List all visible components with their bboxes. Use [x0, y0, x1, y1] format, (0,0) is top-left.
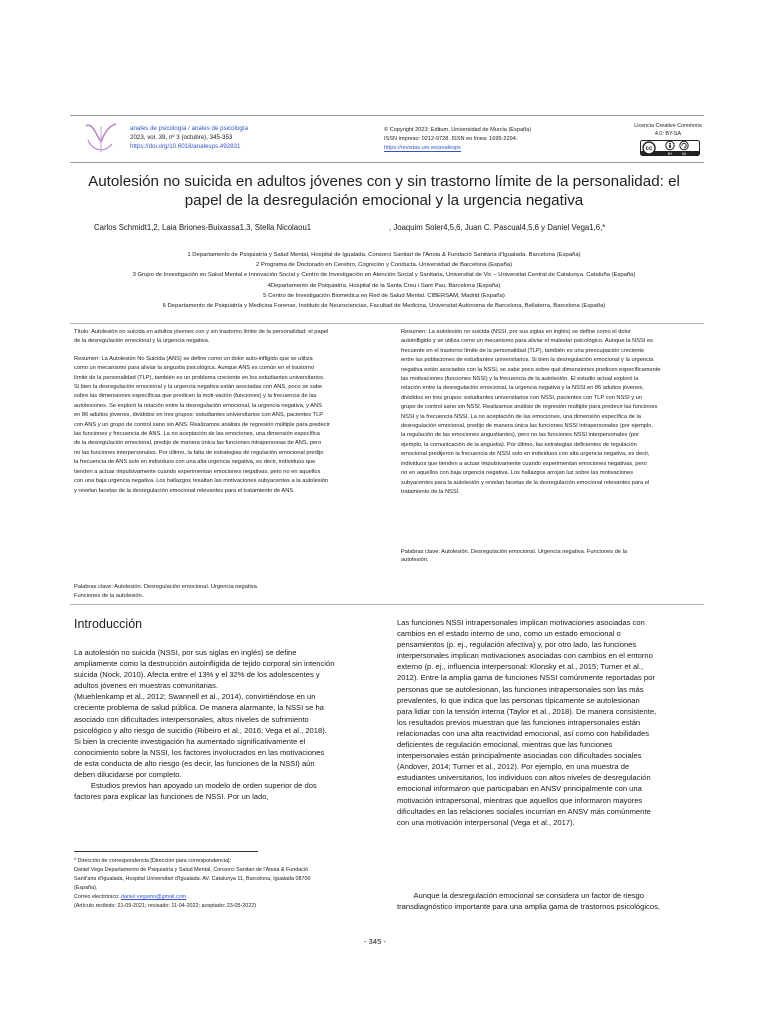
- paragraph-line: transdiagnóstico importante para una amplia gama de trastornos psicológicos,: [397, 902, 660, 912]
- paragraph-line: de esta conducta de alto riesgo (es decir, las funciones de la NSSI) aún: [74, 758, 315, 768]
- paragraph-line: externo (p. ej., influencia interpersonal: Klonsky et al., 2015; Turner et al.,: [397, 662, 644, 672]
- journal-web-link[interactable]: https://revistas.um.es/analesps: [384, 145, 461, 151]
- paragraph-line: prevalentes, lo que indica que las personas típicamente se autolesionan: [397, 695, 640, 705]
- abstract-line: entre las poblaciones de estudiantes universitarios. Si bien la desregulación emocional y la urgencia: [401, 357, 654, 364]
- abstract-line: la frecuencia de ANS solo en individuos con una alta urgencia negativa, es decir, individuos que: [74, 459, 316, 466]
- abstract-line: autolesiones. Se exploró la relación entre la desregulación emocional, la urgencia negativa, y ANS: [74, 402, 322, 409]
- abstract-line: Si bien la desregulación emocional y la urgencia negativa están asociadas con ANS, poco se sabe: [74, 384, 323, 391]
- paragraph-line: conocimiento sobre la NSSI, los factores involucrados en las motivaciones: [74, 747, 325, 757]
- paragraph-line: psicológico y alto riesgo de suicidio (Ribeiro et al., 2016; Vega et al., 2018).: [74, 725, 327, 735]
- svg-text:BY: BY: [667, 152, 673, 156]
- svg-text:cc: cc: [645, 146, 653, 152]
- keywords-left: Palabras clave: Autolesión. Desregulación emocional. Urgencia negativa. Funciones de la autolesión.: [74, 584, 259, 600]
- paragraph-line: deben dilucidarse por completo.: [74, 770, 182, 780]
- affiliation-6: 6 Departamento de Psiquiatría y Medicina Forense, Instituto de Neurociencias, Facultad de Medicina, Universitat Autònoma de Barcelona, Bellaterra, Barcelona (España): [162, 303, 606, 310]
- abstract-bottom-rule: [70, 604, 704, 605]
- paragraph-line: ampliamente como la destrucción autoinfligida de tejido corporal sin intención: [74, 659, 335, 669]
- abstract-line: autoinfligido y se utiliza como un mecanismo para aliviar el malestar psicológico. Aunque la NSSI es: [401, 338, 653, 345]
- affiliation-3: 3 Grupo de Investigación en Salud Mental e Innovación Social y Centro de Investigación en Atención Social y Sanitaria, Universitat de Vic – Universitat Central de Catalunya. Cataluña (España): [132, 272, 636, 279]
- paragraph-line: interpersonales están principalmente asociadas con dificultades sociales: [397, 751, 642, 761]
- abstract-line: frecuente en el trastorno límite de la personalidad (TLP), también es una preocupación creciente: [401, 347, 645, 354]
- abstract-line: negativa están asociadas con la NSSI, se sabe poco sobre qué dimensiones predicen específicamente: [401, 366, 661, 373]
- paragraph-line: pensamientos (p. ej., regulación afectiva) y, por otro lado, las funciones: [397, 640, 637, 650]
- abstract-title-line: de la desregulación emocional y la urgencia negativa.: [74, 338, 210, 345]
- abstract-line: desregulación emocional, predijo de manera única las funciones NSSI intrapersonales (por ejemplo,: [401, 423, 653, 430]
- copyright-block: [384, 126, 614, 153]
- abstract-line: no en aquellos con baja urgencia negativa. Los hallazgos arrojan luz sobre las motivaciones: [401, 470, 634, 477]
- abstract-line: Resumen: La autolesión no suicida (NSSI, por sus siglas en inglés) se define como el dolor: [401, 329, 631, 335]
- abstract-line: con ANS y un grupo de control sano sin ANS. Realizamos análisis de regresión múltiple para predecir: [74, 421, 330, 428]
- paragraph-line: cambios en el estado interno de uno, como un estado emocional o: [397, 629, 621, 639]
- paragraph-line: Si bien la creciente investigación ha aumentado significativamente el: [74, 736, 306, 746]
- abstract-line: con una baja urgencia negativa. Los hallazgos resaltan las motivaciones subyacentes a la autolesión: [74, 478, 329, 485]
- abstract-line: tienden a actuar impulsivamente cuando experimentan emociones negativas, pero no en aquellos: [74, 468, 321, 475]
- abstract-line: como un mecanismo para aliviar la angustia psicológica. Aunque ANS es común en el trastorno: [74, 365, 315, 372]
- abstract-line: Resumen: La Autolesión No Suicida (ANS) se define como un dolor auto-infligido que se utiliza: [74, 355, 313, 362]
- abstract-line: la regulación de las emociones angustiantes), pero no las funciones NSSI interpersonales (por: [401, 432, 640, 439]
- affiliations: [40, 250, 728, 311]
- paragraph-line: los resultados previos muestran que las funciones intrapersonales están: [397, 717, 641, 727]
- paragraph-line: (Andover, 2014; Turner et al., 2012). Por ejemplo, en una muestra de: [397, 762, 630, 772]
- paragraph-line: emocional informaron que participaban en ANSV principalmente con una: [397, 784, 642, 794]
- abstract-line: no las funciones interpersonales. Por último, la falta de estrategias de regulación emocional predijo: [74, 449, 324, 456]
- abstract-line: tratamiento de la NSSI.: [401, 488, 460, 495]
- abstract-title-line: Título: Autolesión no suicida en adultos jóvenes con y sin trastorno límite de la personalidad: el papel: [74, 329, 329, 335]
- license-block: [632, 122, 704, 138]
- journal-volume: 2023, vol. 39, nº 3 (octubre), 345-353: [130, 134, 233, 141]
- abstract-line: las motivaciones (funciones NSSI) y la frecuencia de la autolesión. El estudio actual exploró la: [401, 376, 639, 383]
- paragraph-line: motivación intrapersonal, mientras que aquellos que informaron mayores: [397, 795, 643, 805]
- paragraph-line: personas que se autolesionan, las funciones intrapersonales son las más: [397, 684, 644, 694]
- paragraph-line: Las funciones NSSI intrapersonales implican motivaciones asociadas con: [397, 618, 645, 627]
- correspondence-footnote: * Dirección de correspondencia [Dirección para correspondencia]: Daniel Vega Departamento de Psiquiatría y Salud Mental, Consorci Sanitari de l'Anoia & Fundació Sanit'aria d'Igualada, Hospital Universitari d'Igualada. AV. Catalunya 11, Barcelona, Igualada 08700 (España). Correo electrónico: daniel.vegamo@gmail.com (Artículo recibido: 21-09-2021; revisado: 11-04-2022; aceptado: 23-05-2022): [74, 857, 364, 910]
- issn-line: ISSN impreso: 0212-9728. ISSN en línea: 1695-2294.: [384, 136, 518, 142]
- abstract-line: grupo de control sano sin NSSI. Realizamos análisis de regresión múltiple para predecir las funciones: [401, 404, 658, 411]
- authors-right: , Joaquim Soler4,5,6, Juan C. Pascual4,5,6 y Daniel Vega1,6,*: [389, 223, 606, 232]
- right-column-text-continued: [397, 890, 707, 912]
- abstract-line: sobre las dimensiones específicas que predicen la moti-vación (funciones) y la frecuencia de las: [74, 393, 317, 400]
- creative-commons-badge-icon[interactable]: [640, 140, 700, 156]
- license-version: 4.0: BY-SA: [654, 131, 682, 137]
- paragraph-line: interpersonales implican motivaciones asociadas con cambios en el entorno: [397, 651, 653, 661]
- affiliation-4: 4Departamento de Psiquiatría. Hospital de la Santa Creu i Sant Pau, Barcelona (España): [267, 282, 501, 289]
- article-title: Autolesión no suicida en adultos jóvenes con y sin trastorno límite de la personalidad: el papel de la desregulación emocional y la urgencia negativa: [88, 173, 680, 209]
- section-heading-introduction: Introducción: [74, 617, 143, 631]
- affiliation-5: 5 Centro de Investigación Biomédica en Red de Salud Mental. CIBERSAM, Madrid (España): [263, 292, 505, 299]
- paragraph-line: factores para explicar las funciones de NSSI. Por un lado,: [74, 792, 269, 802]
- abstract-line: de la desregulación emocional, predijo de manera única las funciones intrapersonas de ANS, pero: [74, 440, 322, 447]
- abstract-line: NSSI y la frecuencia NSSI. La no aceptación de las emociones, una dimensión específica de la: [401, 413, 641, 420]
- abstract-line: individuos que tienden a actuar impulsivamente cuando experimentan emociones negativas, pero: [401, 460, 647, 467]
- paragraph-line: dificultades en las relaciones sociales incurrían en ANSV más comúnmente: [397, 806, 651, 816]
- doi-link[interactable]: https://doi.org/10.6018/analesps.492831: [130, 143, 241, 150]
- abstract-line: en 86 adultos jóvenes, divididos en tres grupos: estudiantes universitarios con ANS, pacientes TLP: [74, 412, 324, 419]
- paragraph-line: Aunque la desregulación emocional se considera un factor de riesgo: [397, 891, 644, 900]
- paragraph-line: asociado con dificultades interpersonales, altos niveles de sufrimiento: [74, 714, 309, 724]
- left-column-text: [74, 647, 374, 802]
- footnote-rule: [74, 851, 258, 852]
- license-label: Licencia Creative Commons: [634, 123, 702, 129]
- keywords-right: Palabras clave: Autolesión. Desregulación emocional. Urgencia negativa. Funciones de la autolesión.: [401, 549, 628, 564]
- paragraph-line: relacionadas con una alta reactividad emocional, así como con habilidades: [397, 728, 650, 738]
- paragraph-line: Estudios previos han apoyado un modelo de orden superior de dos: [74, 781, 317, 791]
- paragraph-line: deficientes de regulación emocional, mientras que las funciones: [397, 740, 613, 750]
- paragraph-line: estudiantes universitarios, los individuos con altos niveles de desregulación: [397, 773, 651, 783]
- paragraph-line: creciente problema de salud pública. De manera alarmante, la NSSI se ha: [74, 703, 324, 713]
- paragraph-line: con una motivación interpersonal (Vega et al., 2017).: [397, 817, 575, 827]
- abstract-line: emocional predijeron la frecuencia de NSSI solo en individuos con alta urgencia negativa, es decir,: [401, 451, 650, 458]
- abstract-line: divididos en tres grupos: estudiantes universitarios con NSSI, pacientes con TLP con NSSI y un: [401, 394, 643, 401]
- page-number: - 345 -: [364, 937, 386, 946]
- journal-logo-icon: [82, 120, 120, 156]
- paragraph-line: para lidiar con la tensión interna (Taylor et al., 2018). De manera consistente,: [397, 706, 657, 716]
- abstract-line: subyacentes para la autolesión y revelan facetas de la desregulación emocional relevantes para el: [401, 479, 650, 486]
- abstract-line: relación entre la desregulación emocional, la urgencia negativa y la NSSI en 86 adultos jóvenes,: [401, 385, 644, 392]
- abstract-line: las funciones y frecuencia de ANS. La no aceptación de las emociones, una dimensión específica: [74, 431, 320, 438]
- affiliation-1: 1 Departamento de Psiquiatría y Salud Mental, Hospital de Igualada. Consorci Sanitari de l'Anoia & Fundació Sanitària d'Igualada. Barcelona (España): [187, 252, 581, 258]
- right-column-text: [397, 617, 707, 828]
- affiliation-2: 2 Programa de Doctorado en Cerebro, Cognición y Conducta. Universidad de Barcelona (España): [255, 262, 513, 269]
- abstract-spanish: [74, 328, 384, 496]
- email-link[interactable]: daniel.vegamo@gmail.com: [121, 893, 187, 900]
- paragraph-line: suicida (Nock, 2010). Afecta entre el 13% y el 32% de los adolescentes y: [74, 670, 320, 680]
- abstract-line: límite de la personalidad (TLP), también es un problema creciente en los estudiantes universitarios.: [74, 374, 325, 381]
- article-dates: (Artículo recibido: 21-09-2021; revisado: 11-04-2022; aceptado: 23-05-2022): [74, 902, 257, 909]
- email-label: Correo electrónico:: [74, 893, 122, 900]
- abstract-right: [401, 328, 705, 497]
- paragraph-line: 2012). Entre la amplia gama de funciones NSSI comúnmente reportadas por: [397, 673, 655, 683]
- journal-name[interactable]: anales de psicología / anales de psicología: [130, 125, 248, 132]
- svg-text:SA: SA: [681, 152, 687, 156]
- paragraph-line: (Muehlenkamp et al., 2012; Swannell et al., 2014), convirtiéndose en un: [74, 692, 316, 702]
- abstract-top-rule: [70, 323, 704, 324]
- abstract-line: y revelan facetas de la desregulación emocional relevantes para el tratamiento de ANS.: [74, 487, 295, 494]
- journal-info: [130, 124, 350, 151]
- paragraph-line: adultos jóvenes en muestras comunitarias.: [74, 681, 218, 691]
- abstract-line: ejemplo, la comunicación de la angustia). Por último, las estrategias deficientes de regulación: [401, 441, 637, 448]
- paragraph-line: La autolesión no suicida (NSSI, por sus siglas en inglés) se define: [74, 648, 297, 657]
- copyright-line: © Copyright 2023: Editum. Universidad de Murcia (España): [384, 127, 532, 133]
- authors-left: Carlos Schmidt1,2, Laia Briones-Buixassa1,3, Stella Nicolaou1: [94, 223, 312, 232]
